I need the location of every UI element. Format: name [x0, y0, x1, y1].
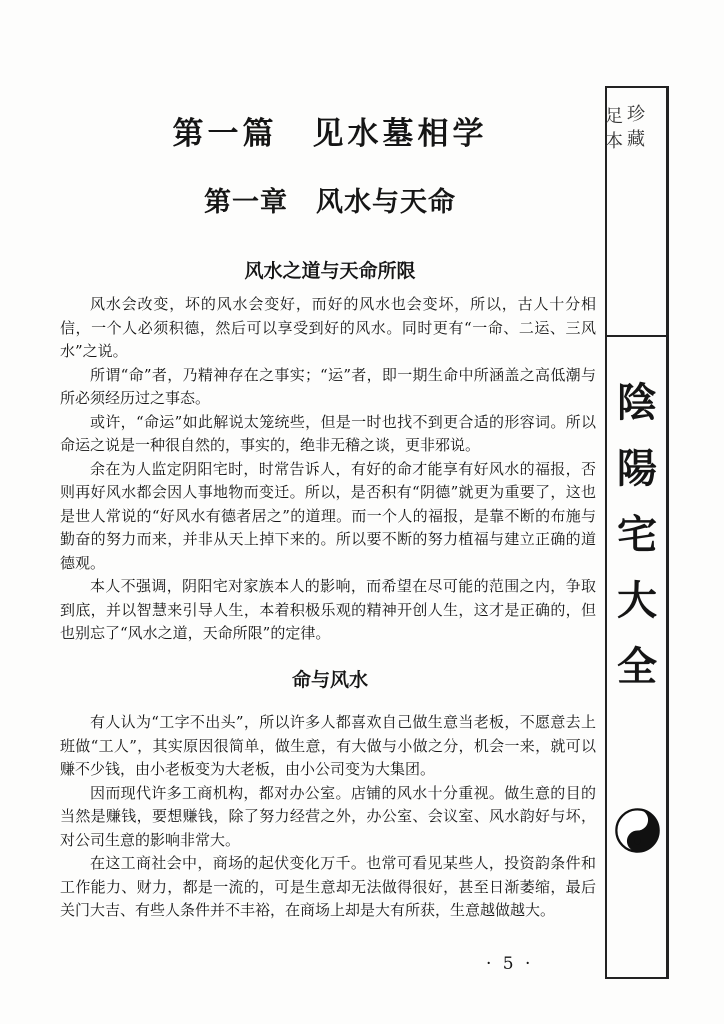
taiji-icon: [615, 808, 660, 853]
book-title-text: 陰陽宅大全: [617, 379, 657, 690]
frame-divider: [607, 335, 666, 337]
paragraph: 或许，“命运”如此解说太笼统些，但是一时也找不到更合适的形容词。所以命运之说是一种很自然的，事实的，绝非无稽之谈，更非邪说。: [60, 412, 596, 454]
section-title: 命与风水: [291, 669, 368, 691]
seal-text-edition: 足本: [605, 106, 623, 152]
section-title: 风水之道与天命所限: [244, 260, 416, 282]
section-body: [60, 711, 596, 923]
paragraph: 因而现代许多工商机构，都对办公室。店铺的风水十分重视。做生意的目的当然是赚钱，要想赚钱，除了努力经营之外，办公室、会议室、风水韵好与坏，对公司生意的影响非常大。: [60, 783, 596, 849]
page-number: · 5 ·: [486, 954, 534, 974]
paragraph: 余在为人监定阴阳宅时，时常告诉人，有好的命才能享有好风水的福报，否则再好风水都会因人事地物而变迁。所以，是否积有“阴德”就更为重要了，这也是世人常说的“好风水有德者居之”的道理。而一个人的福报，是靠不断的布施与勤奋的努力而来，并非从天上掉下来的。所以要不断的努力植福与建立正确的道德观。: [60, 459, 596, 572]
paragraph: 本人不强调，阴阳宅对家族本人的影响，而希望在尽可能的范围之内，争取到底，并以智慧来引导人生，本着积极乐观的精神开创人生，这才是正确的，但也别忘了“风水之道，天命所限”的定律。: [60, 577, 596, 642]
paragraph: 有人认为“工字不出头”，所以许多人都喜欢自己做生意当老板，不愿意去上班做“工人”，其实原因很简单，做生意，有大做与小做之分，机会一来，就可以赚不少钱，由小老板变为大老板，由小公司变为大集团。: [60, 713, 596, 778]
paragraph: 风水会改变，坏的风水会变好，而好的风水也会变坏，所以，古人十分相信，一个人必须积德，然后可以享受到好的风水。同时更有“一命、二运、三风水”之说。: [60, 295, 596, 360]
part-title: 第一篇 见水墓相学: [172, 116, 488, 152]
chapter-title: 第一章 风水与天命: [204, 187, 456, 218]
seal-text-collection: 珍藏: [627, 104, 645, 150]
paragraph: 所谓“命”者，乃精神存在之事实；“运”者，即一期生命中所涵盖之高低潮与所必须经历过之事态。: [60, 365, 596, 407]
book-title: [605, 370, 669, 700]
section-body: [60, 293, 596, 646]
paragraph: 在这工商社会中，商场的起伏变化万千。也常可看见某些人，投资韵条件和工作能力、财力，都是一流的，可是生意却无法做得很好，甚至日渐萎缩，最后关门大吉、有些人条件并不丰裕，在商场上却是大有所获，生意越做越大。: [60, 854, 596, 919]
